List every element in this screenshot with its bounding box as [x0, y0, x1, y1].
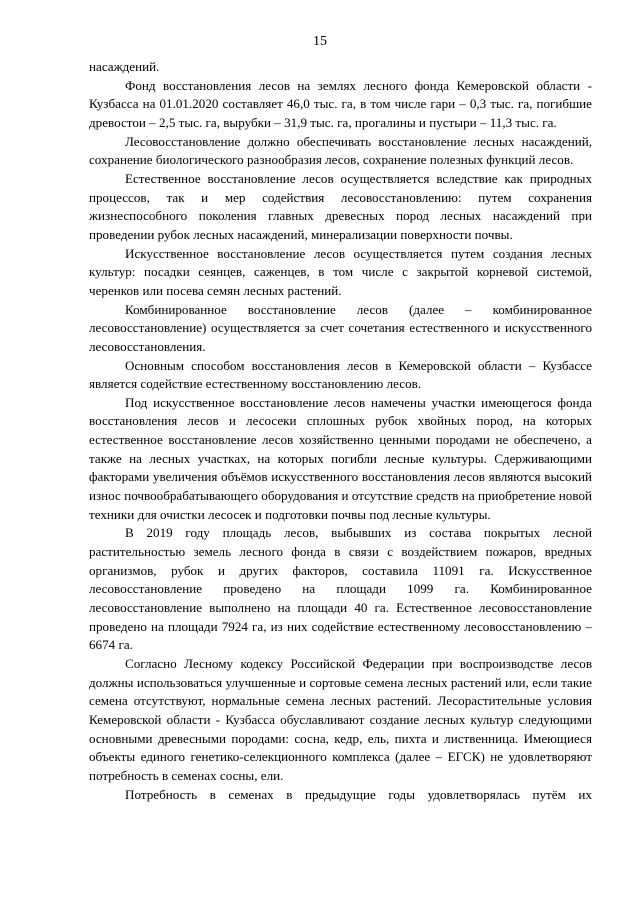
page-number: 15	[313, 34, 327, 49]
paragraph-continuation: насаждений.	[89, 59, 160, 74]
paragraph-natural-restoration: Естественное восстановление лесов осуществляется вследствие как природных процессов, так и мер содействия лесовосстановлению: путем сохранения жизнеспособного поколения главных древесных пород лесных насаждений при проведении рубок лесных насаждений, минерализации поверхности почвы.	[89, 170, 592, 242]
paragraph-planned-areas: Под искусственное восстановление лесов намечены участки имеющегося фонда восстановления лесов и лесосеки сплошных рубок хвойных пород, на которых естественное восстановление лесов хозяйственно ценными породами не обеспечено, а также на лесных участках, на которых погибли лесные культуры. Сдерживающими факторами увеличения объёмов искусственного восстановления лесов являются высокий износ почвообрабатывающего оборудования и отсутствие средств на приобретение новой техники для очистки лесосек и подготовки почвы под лесные культуры.	[89, 394, 592, 522]
paragraph-main-method: Основным способом восстановления лесов в Кемеровской области – Кузбассе является содействие естественному восстановлению лесов.	[89, 357, 592, 392]
document-body	[89, 58, 592, 804]
paragraph-2019-statistics: В 2019 году площадь лесов, выбывших из состава покрытых лесной растительностью земель лесного фонда в связи с воздействием пожаров, вредных организмов, рубок и других факторов, составила 11091 га. Искусственное лесовосстановление проведено на площади 1099 га. Комбинированное лесовосстановление выполнено на площади 40 га. Естественное лесовосстановление проведено на площади 7924 га, из них содействие естественному лесовосстановлению – 6674 га.	[89, 525, 592, 653]
paragraph-combined-restoration: Комбинированное восстановление лесов (далее – комбинированное лесовосстановление) осуществляется за счет сочетания естественного и искусственного лесовосстановления.	[89, 301, 592, 354]
paragraph-reforestation-goals: Лесовосстановление должно обеспечивать восстановление лесных насаждений, сохранение биологического разнообразия лесов, сохранение полезных функций лесов.	[89, 133, 592, 168]
paragraph-artificial-restoration: Искусственное восстановление лесов осуществляется путем создания лесных культур: посадки сеянцев, саженцев, в том числе с закрытой корневой системой, черенков или посева семян лесных растений.	[89, 245, 592, 298]
paragraph-restoration-fund: Фонд восстановления лесов на землях лесного фонда Кемеровской области - Кузбасса на 01.01.2020 составляет 46,0 тыс. га, в том числе гари – 0,3 тыс. га, погибшие древостои – 2,5 тыс. га, вырубки – 31,9 тыс. га, прогалины и пустыри – 11,3 тыс. га.	[89, 77, 592, 130]
paragraph-seed-demand: Потребность в семенах в предыдущие годы удовлетворялась путём их	[125, 786, 592, 802]
paragraph-forest-code-seeds: Согласно Лесному кодексу Российской Федерации при воспроизводстве лесов должны использоваться улучшенные и сортовые семена лесных растений или, если такие семена отсутствуют, нормальные семена лесных растений. Лесорастительные условия Кемеровской области - Кузбасса обуславливают создание лесных культур следующими основными древесными породами: сосна, кедр, ель, пихта и лиственница. Имеющиеся объекты единого генетико-селекционного комплекса (далее – ЕГСК) не удовлетворяют потребность в семенах сосны, ели.	[89, 656, 592, 783]
